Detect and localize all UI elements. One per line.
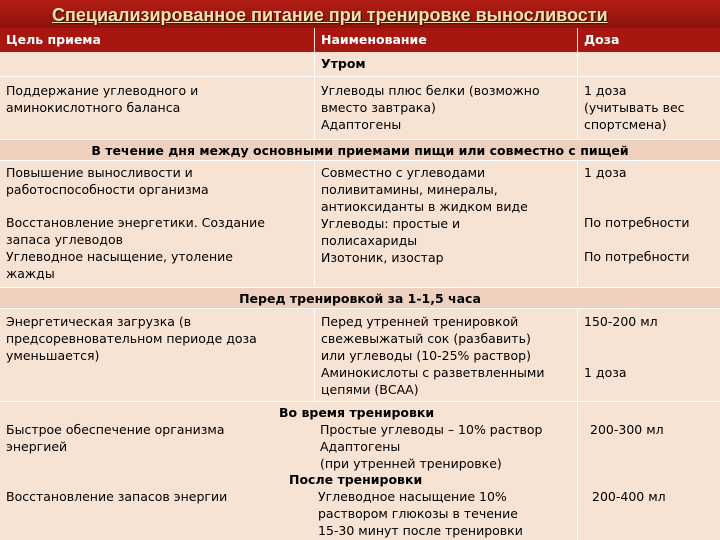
during-workout-dose: 200-300 мл bbox=[590, 422, 664, 437]
during-day-dose-1: 1 доза bbox=[584, 165, 627, 180]
section-heading-during-workout: Во время тренировки bbox=[279, 405, 435, 420]
during-day-dose-2: По потребности bbox=[584, 215, 690, 230]
pre-workout-goal: Энергетическая загрузка (в предсоревновательном периоде доза уменьшается) bbox=[6, 314, 257, 363]
morning-dose: 1 доза (учитывать вес спортсмена) bbox=[584, 83, 685, 132]
row-divider bbox=[0, 401, 720, 402]
after-workout-dose: 200-400 мл bbox=[592, 489, 666, 504]
pre-workout-name: Перед утренней тренировкой свежевыжатый сок (разбавить) или углеводы (10-25% раствор) Аминокислоты с разветвленными цепями (ВСАА) bbox=[321, 314, 545, 397]
slide-title: Специализированное питание при тренировке выносливости bbox=[52, 5, 608, 25]
during-day-goal-a: Повышение выносливости и работоспособности организма bbox=[6, 165, 209, 197]
morning-name: Углеводы плюс белки (возможно вместо завтрака) Адаптогены bbox=[321, 83, 540, 132]
section-band-during-day bbox=[0, 139, 720, 161]
column-divider bbox=[577, 401, 578, 540]
column-header-dose: Доза bbox=[578, 28, 720, 52]
row-divider bbox=[0, 76, 720, 77]
during-day-dose-3: По потребности bbox=[584, 249, 690, 264]
pre-workout-dose-1: 150-200 мл bbox=[584, 314, 658, 329]
during-workout-name: Простые углеводы – 10% раствор Адаптогены (при утренней тренировке) bbox=[320, 422, 543, 471]
after-workout-name: Углеводное насыщение 10% раствором глюкозы в течение 15-30 минут после тренировки bbox=[318, 489, 523, 538]
column-header-name: Наименование bbox=[315, 28, 577, 52]
morning-goal: Поддержание углеводного и аминокислотного баланса bbox=[6, 83, 199, 115]
section-heading-pre-workout: Перед тренировкой за 1-1,5 часа bbox=[239, 291, 481, 306]
after-workout-goal: Восстановление запасов энергии bbox=[6, 489, 228, 504]
during-day-name: Совместно с углеводами поливитамины, минералы, антиоксиданты в жидком виде Углеводы: простые и полисахариды Изотоник, изостар bbox=[321, 165, 528, 265]
pre-workout-dose-2: 1 доза bbox=[584, 365, 627, 380]
column-header-goal: Цель приема bbox=[0, 28, 314, 52]
section-heading-morning: Утром bbox=[321, 56, 366, 71]
during-workout-goal: Быстрое обеспечение организма энергией bbox=[6, 422, 225, 454]
during-day-goal-b: Восстановление энергетики. Создание запаса углеводов Углеводное насыщение, утоление жажды bbox=[6, 215, 265, 281]
section-band-pre-workout bbox=[0, 287, 720, 309]
slide-title-bar bbox=[0, 0, 720, 28]
section-heading-during-day: В течение дня между основными приемами пищи или совместно с пищей bbox=[91, 143, 629, 158]
section-heading-after-workout: После тренировки bbox=[289, 472, 423, 487]
